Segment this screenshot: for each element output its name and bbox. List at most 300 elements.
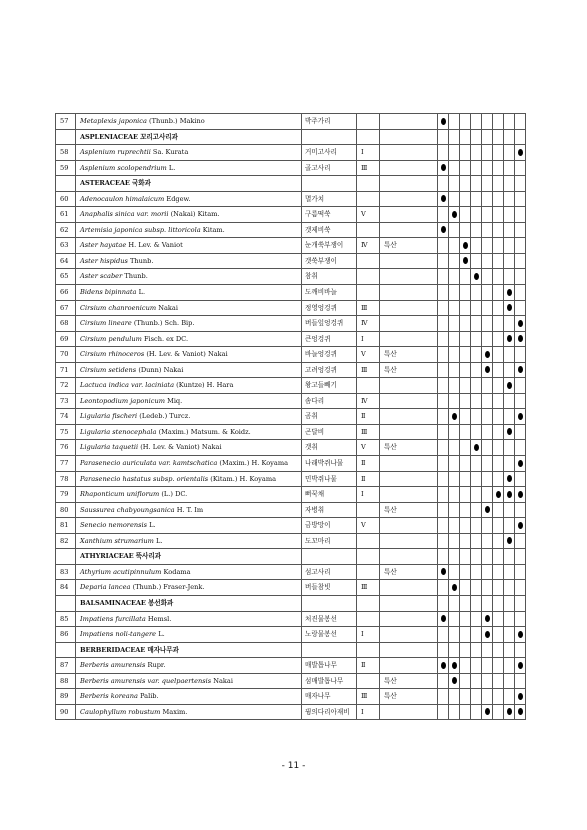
mark-cell xyxy=(493,580,504,596)
mark-cell xyxy=(493,191,504,207)
korean-name-cell: 곰취 xyxy=(302,409,357,425)
note-cell xyxy=(380,393,438,409)
category-cell xyxy=(357,642,380,658)
species-row xyxy=(56,362,526,378)
mark-cell xyxy=(460,642,471,658)
page-number: - 11 - xyxy=(281,761,306,771)
mark-cell xyxy=(482,642,493,658)
mark-cell xyxy=(471,611,482,627)
mark-cell xyxy=(493,176,504,192)
category-cell xyxy=(357,253,380,269)
species-row xyxy=(56,114,526,130)
mark-cell xyxy=(460,580,471,596)
mark-cell xyxy=(504,580,515,596)
mark-cell xyxy=(493,331,504,347)
mark-cell xyxy=(504,502,515,518)
mark-cell xyxy=(504,347,515,363)
species-row xyxy=(56,627,526,643)
presence-dot xyxy=(507,708,512,715)
presence-dot xyxy=(485,631,490,638)
species-name: Aster hispidus xyxy=(80,256,128,265)
mark-cell xyxy=(493,518,504,534)
mark-cell xyxy=(482,207,493,223)
korean-name-cell: 금방망이 xyxy=(302,518,357,534)
mark-cell xyxy=(471,580,482,596)
species-author: Rupr. xyxy=(147,661,166,670)
mark-cell xyxy=(515,393,526,409)
mark-cell xyxy=(504,362,515,378)
row-number-cell: 84 xyxy=(56,580,76,596)
mark-cell xyxy=(504,518,515,534)
note-cell xyxy=(380,658,438,674)
species-name: Caulophyllum robustum xyxy=(80,707,161,716)
presence-dot xyxy=(518,149,523,156)
mark-cell xyxy=(460,549,471,565)
mark-cell xyxy=(504,300,515,316)
korean-name-cell: 도깨비바늘 xyxy=(302,285,357,301)
mark-cell xyxy=(449,316,460,332)
mark-cell xyxy=(515,580,526,596)
presence-dot xyxy=(518,460,523,467)
mark-cell xyxy=(515,564,526,580)
mark-cell xyxy=(482,471,493,487)
scientific-name-cell xyxy=(76,627,302,643)
korean-name-cell: 노랑물봉선 xyxy=(302,627,357,643)
mark-cell xyxy=(471,704,482,720)
species-row xyxy=(56,145,526,161)
mark-cell xyxy=(493,533,504,549)
mark-cell xyxy=(438,595,449,611)
mark-cell xyxy=(449,238,460,254)
mark-cell xyxy=(471,424,482,440)
mark-cell xyxy=(504,269,515,285)
korean-name-cell: 왕고들빼기 xyxy=(302,378,357,394)
mark-cell xyxy=(449,549,460,565)
family-name-cell: ASTERACEAE 국화과 xyxy=(76,176,302,192)
mark-cell xyxy=(482,456,493,472)
species-name: Metaplexis japonica xyxy=(80,117,147,125)
mark-cell xyxy=(471,285,482,301)
species-name: Cirsium chanroenicum xyxy=(80,303,157,312)
species-author: Maxim. xyxy=(162,707,188,716)
presence-dot xyxy=(507,382,512,389)
mark-cell xyxy=(515,347,526,363)
mark-cell xyxy=(449,114,460,130)
species-author: Nakai xyxy=(158,303,178,312)
mark-cell xyxy=(438,222,449,238)
species-author: (H. Lev. & Vaniot) Nakai xyxy=(146,350,228,359)
mark-cell xyxy=(515,300,526,316)
mark-cell xyxy=(493,222,504,238)
species-row xyxy=(56,456,526,472)
species-name: Berberis amurensis var. quelpaertensis xyxy=(80,676,212,685)
mark-cell xyxy=(493,642,504,658)
mark-cell xyxy=(482,129,493,145)
mark-cell xyxy=(460,456,471,472)
mark-cell xyxy=(504,611,515,627)
mark-cell xyxy=(482,222,493,238)
species-author: (Kuntze) H. Hara xyxy=(176,381,234,390)
mark-cell xyxy=(460,378,471,394)
mark-cell xyxy=(493,689,504,705)
mark-cell xyxy=(482,238,493,254)
table-body xyxy=(56,114,526,720)
row-number-cell: 81 xyxy=(56,518,76,534)
family-name-cell: BERBERIDACEAE 매자나무과 xyxy=(76,642,302,658)
note-cell xyxy=(380,378,438,394)
note-cell xyxy=(380,145,438,161)
category-cell: Ⅱ xyxy=(357,658,380,674)
family-row xyxy=(56,176,526,192)
mark-cell xyxy=(504,471,515,487)
mark-cell xyxy=(449,222,460,238)
mark-cell xyxy=(460,207,471,223)
scientific-name-cell xyxy=(76,207,302,223)
mark-cell xyxy=(460,673,471,689)
note-cell: 특산 xyxy=(380,673,438,689)
row-number-cell: 80 xyxy=(56,502,76,518)
mark-cell xyxy=(515,456,526,472)
mark-cell xyxy=(482,362,493,378)
mark-cell xyxy=(504,595,515,611)
species-row xyxy=(56,160,526,176)
presence-dot xyxy=(463,257,468,264)
mark-cell xyxy=(438,269,449,285)
row-number-cell: 70 xyxy=(56,347,76,363)
species-name: Cirsium setidens xyxy=(80,365,137,374)
korean-name-cell: 구름떡쑥 xyxy=(302,207,357,223)
row-number-cell xyxy=(56,176,76,192)
scientific-name-cell xyxy=(76,471,302,487)
mark-cell xyxy=(515,502,526,518)
row-number-cell: 86 xyxy=(56,627,76,643)
row-number-cell: 72 xyxy=(56,378,76,394)
mark-cell xyxy=(449,627,460,643)
species-name: Cirsium pendulum xyxy=(80,334,142,343)
mark-cell xyxy=(515,331,526,347)
presence-dot xyxy=(518,693,523,700)
mark-cell xyxy=(515,533,526,549)
mark-cell xyxy=(460,393,471,409)
species-author: Hemsl. xyxy=(147,614,172,623)
mark-cell xyxy=(482,378,493,394)
note-cell xyxy=(380,191,438,207)
mark-cell xyxy=(515,440,526,456)
species-name: Anaphalis sinica var. morii xyxy=(80,210,169,219)
mark-cell xyxy=(504,487,515,503)
mark-cell xyxy=(515,316,526,332)
mark-cell xyxy=(493,549,504,565)
mark-cell xyxy=(482,440,493,456)
mark-cell xyxy=(504,642,515,658)
mark-cell xyxy=(515,704,526,720)
note-cell xyxy=(380,533,438,549)
mark-cell xyxy=(438,580,449,596)
mark-cell xyxy=(471,456,482,472)
mark-cell xyxy=(449,440,460,456)
species-row xyxy=(56,222,526,238)
mark-cell xyxy=(460,611,471,627)
row-number-cell: 77 xyxy=(56,456,76,472)
species-author: (L.) DC. xyxy=(161,490,188,499)
species-name: Athyrium acutipinnulum xyxy=(80,567,162,576)
korean-name-cell: 고려엉겅퀴 xyxy=(302,362,357,378)
korean-name-cell: 민박쥐나물 xyxy=(302,471,357,487)
mark-cell xyxy=(482,689,493,705)
plant-species-table xyxy=(55,113,526,720)
category-cell: Ⅲ xyxy=(357,689,380,705)
category-cell xyxy=(357,549,380,565)
mark-cell xyxy=(449,487,460,503)
mark-cell xyxy=(471,518,482,534)
category-cell: Ⅴ xyxy=(357,347,380,363)
mark-cell xyxy=(438,642,449,658)
species-name: Artemisia japonica subsp. littoricola xyxy=(80,225,201,234)
mark-cell xyxy=(438,129,449,145)
mark-cell xyxy=(460,658,471,674)
mark-cell xyxy=(471,642,482,658)
scientific-name-cell xyxy=(76,689,302,705)
note-cell xyxy=(380,207,438,223)
species-name: Asplenium ruprechtii xyxy=(80,148,151,157)
mark-cell xyxy=(515,253,526,269)
mark-cell xyxy=(493,658,504,674)
species-row xyxy=(56,658,526,674)
mark-cell xyxy=(438,533,449,549)
mark-cell xyxy=(504,238,515,254)
presence-dot xyxy=(518,413,523,420)
mark-cell xyxy=(460,129,471,145)
species-row xyxy=(56,300,526,316)
scientific-name-cell xyxy=(76,222,302,238)
presence-dot xyxy=(441,118,446,125)
mark-cell xyxy=(493,347,504,363)
presence-dot xyxy=(518,320,523,327)
korean-name-cell: 박주가리 xyxy=(302,114,357,130)
species-author: L. xyxy=(168,163,176,172)
mark-cell xyxy=(493,487,504,503)
mark-cell xyxy=(482,253,493,269)
note-cell xyxy=(380,114,438,130)
mark-cell xyxy=(493,378,504,394)
presence-dot xyxy=(496,491,501,498)
mark-cell xyxy=(460,238,471,254)
species-author: (Nakai) Kitam. xyxy=(170,210,220,219)
mark-cell xyxy=(471,549,482,565)
presence-dot xyxy=(452,677,457,684)
species-row xyxy=(56,269,526,285)
mark-cell xyxy=(515,642,526,658)
mark-cell xyxy=(493,362,504,378)
presence-dot xyxy=(474,273,479,280)
scientific-name-cell xyxy=(76,145,302,161)
korean-name-cell xyxy=(302,129,357,145)
mark-cell xyxy=(471,207,482,223)
mark-cell xyxy=(449,424,460,440)
mark-cell xyxy=(438,673,449,689)
row-number-cell xyxy=(56,129,76,145)
category-cell xyxy=(357,595,380,611)
korean-name-cell xyxy=(302,549,357,565)
family-row xyxy=(56,129,526,145)
scientific-name-cell xyxy=(76,409,302,425)
mark-cell xyxy=(482,533,493,549)
species-author: L. xyxy=(158,630,165,639)
category-cell xyxy=(357,285,380,301)
species-author: Miq. xyxy=(167,396,183,405)
scientific-name-cell xyxy=(76,300,302,316)
mark-cell xyxy=(438,207,449,223)
mark-cell xyxy=(449,145,460,161)
species-row xyxy=(56,409,526,425)
note-cell: 특산 xyxy=(380,347,438,363)
korean-name-cell: 갯쑥부쟁이 xyxy=(302,253,357,269)
mark-cell xyxy=(493,673,504,689)
korean-name-cell xyxy=(302,642,357,658)
note-cell: 특산 xyxy=(380,440,438,456)
mark-cell xyxy=(515,487,526,503)
mark-cell xyxy=(515,611,526,627)
mark-cell xyxy=(438,487,449,503)
mark-cell xyxy=(471,393,482,409)
mark-cell xyxy=(504,424,515,440)
mark-cell xyxy=(460,269,471,285)
row-number-cell xyxy=(56,595,76,611)
mark-cell xyxy=(449,300,460,316)
korean-name-cell xyxy=(302,176,357,192)
row-number-cell: 90 xyxy=(56,704,76,720)
presence-dot xyxy=(507,304,512,311)
species-row xyxy=(56,424,526,440)
mark-cell xyxy=(471,191,482,207)
note-cell: 특산 xyxy=(380,362,438,378)
species-author: Sa. Kurata xyxy=(152,148,189,157)
mark-cell xyxy=(482,393,493,409)
row-number-cell: 68 xyxy=(56,316,76,332)
row-number-cell: 85 xyxy=(56,611,76,627)
species-author: Kodama xyxy=(163,567,191,576)
row-number-cell: 69 xyxy=(56,331,76,347)
presence-dot xyxy=(507,537,512,544)
mark-cell xyxy=(504,393,515,409)
note-cell xyxy=(380,300,438,316)
row-number-cell: 75 xyxy=(56,424,76,440)
species-row xyxy=(56,487,526,503)
mark-cell xyxy=(438,518,449,534)
mark-cell xyxy=(460,145,471,161)
mark-cell xyxy=(493,393,504,409)
mark-cell xyxy=(482,176,493,192)
korean-name-cell: 버들잎엉겅퀴 xyxy=(302,316,357,332)
species-row xyxy=(56,704,526,720)
mark-cell xyxy=(493,269,504,285)
presence-dot xyxy=(518,662,523,669)
category-cell: Ⅳ xyxy=(357,316,380,332)
mark-cell xyxy=(438,689,449,705)
mark-cell xyxy=(471,269,482,285)
row-number-cell: 74 xyxy=(56,409,76,425)
presence-dot xyxy=(518,708,523,715)
category-cell: Ⅱ xyxy=(357,471,380,487)
category-cell: Ⅲ xyxy=(357,160,380,176)
mark-cell xyxy=(482,611,493,627)
species-author: (Dunn) Nakai xyxy=(138,365,184,374)
mark-cell xyxy=(471,673,482,689)
row-number-cell: 64 xyxy=(56,253,76,269)
species-row xyxy=(56,564,526,580)
korean-name-cell: 눈개쑥부쟁이 xyxy=(302,238,357,254)
scientific-name-cell xyxy=(76,269,302,285)
mark-cell xyxy=(493,627,504,643)
mark-cell xyxy=(515,191,526,207)
mark-cell xyxy=(460,487,471,503)
note-cell xyxy=(380,611,438,627)
mark-cell xyxy=(471,238,482,254)
mark-cell xyxy=(504,627,515,643)
row-number-cell xyxy=(56,642,76,658)
mark-cell xyxy=(515,160,526,176)
mark-cell xyxy=(449,611,460,627)
mark-cell xyxy=(438,176,449,192)
scientific-name-cell xyxy=(76,518,302,534)
mark-cell xyxy=(482,704,493,720)
species-name: Xanthium strumarium xyxy=(80,536,154,545)
species-name: Berberis amurensis xyxy=(80,661,146,670)
scientific-name-cell xyxy=(76,331,302,347)
note-cell xyxy=(380,160,438,176)
mark-cell xyxy=(460,409,471,425)
species-row xyxy=(56,518,526,534)
category-cell: Ⅴ xyxy=(357,440,380,456)
mark-cell xyxy=(438,378,449,394)
presence-dot xyxy=(441,195,446,202)
mark-cell xyxy=(449,129,460,145)
species-row xyxy=(56,238,526,254)
species-name: Deparia lancea xyxy=(80,583,131,592)
species-author: Fisch. ex DC. xyxy=(143,334,189,343)
korean-name-cell: 버들참빗 xyxy=(302,580,357,596)
mark-cell xyxy=(460,300,471,316)
species-name: Cirsium rhinoceros xyxy=(80,350,145,359)
category-cell xyxy=(357,129,380,145)
note-cell xyxy=(380,285,438,301)
scientific-name-cell xyxy=(76,533,302,549)
mark-cell xyxy=(449,362,460,378)
mark-cell xyxy=(504,114,515,130)
presence-dot xyxy=(441,615,446,622)
mark-cell xyxy=(471,316,482,332)
mark-cell xyxy=(471,627,482,643)
mark-cell xyxy=(493,238,504,254)
korean-name-cell: 갯취 xyxy=(302,440,357,456)
species-author: (Thunb.) Makino xyxy=(149,117,205,125)
mark-cell xyxy=(460,518,471,534)
mark-cell xyxy=(438,502,449,518)
mark-cell xyxy=(438,471,449,487)
category-cell: Ⅳ xyxy=(357,238,380,254)
mark-cell xyxy=(471,145,482,161)
scientific-name-cell xyxy=(76,378,302,394)
mark-cell xyxy=(515,222,526,238)
mark-cell xyxy=(471,533,482,549)
row-number-cell: 65 xyxy=(56,269,76,285)
mark-cell xyxy=(438,424,449,440)
mark-cell xyxy=(438,549,449,565)
presence-dot xyxy=(452,413,457,420)
category-cell xyxy=(357,222,380,238)
mark-cell xyxy=(504,564,515,580)
mark-cell xyxy=(471,362,482,378)
